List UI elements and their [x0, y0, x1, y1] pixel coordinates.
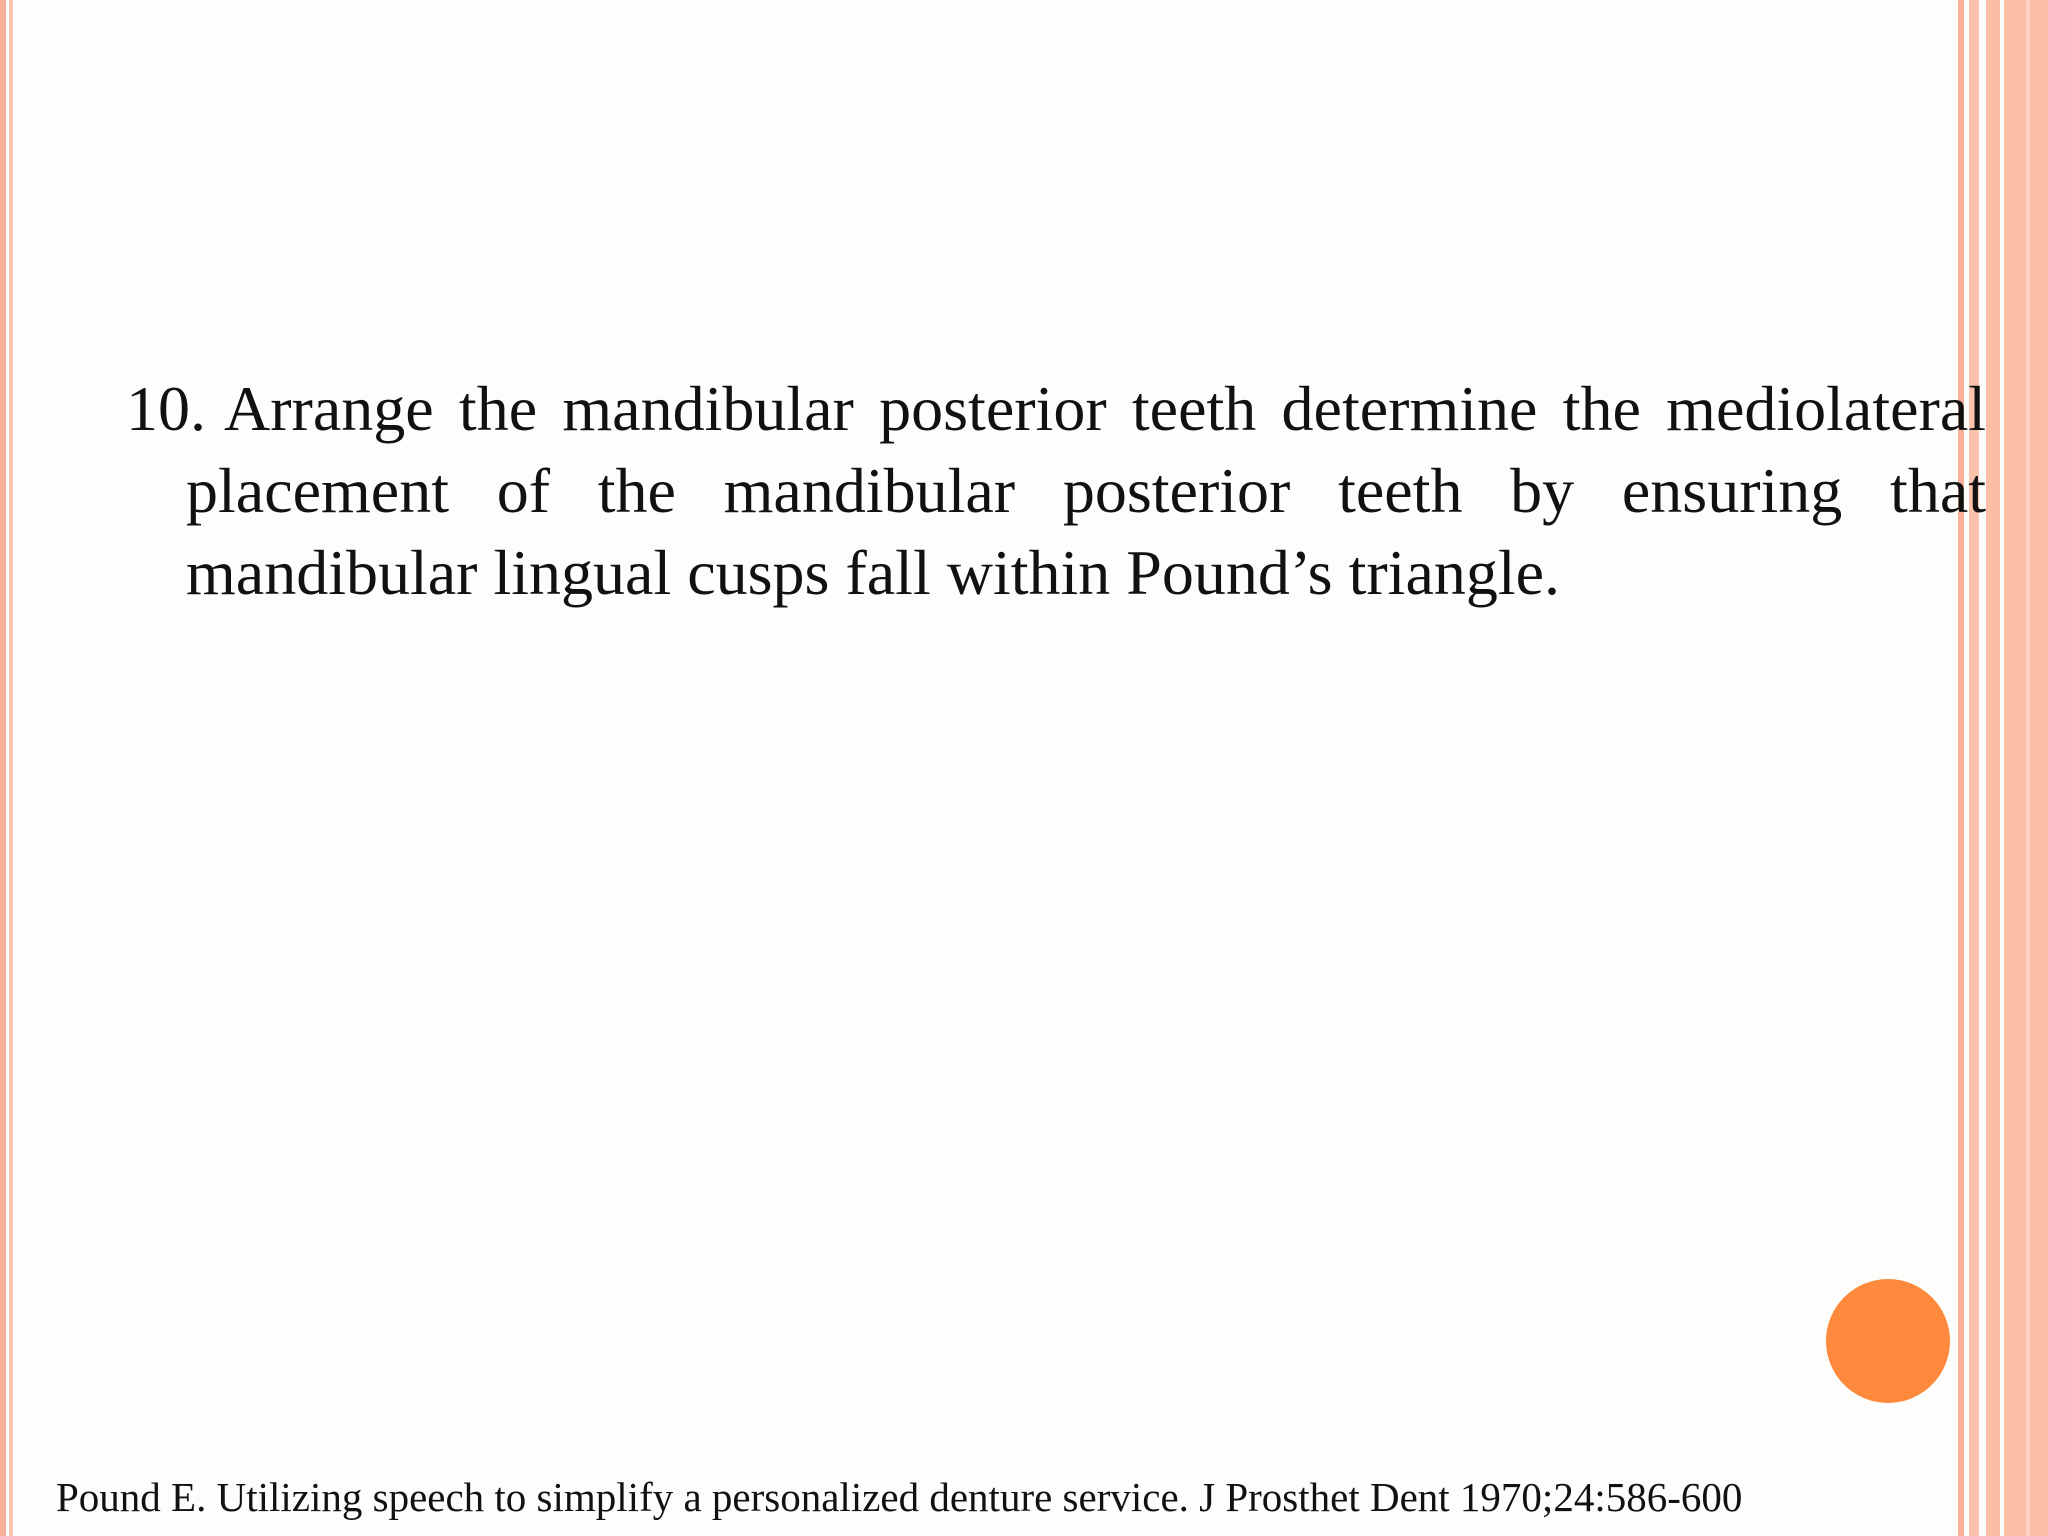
- left-border-stripe: [0, 0, 6, 1536]
- left-border-stripe-inner: [9, 0, 13, 1536]
- slide-body-text: [126, 368, 1986, 614]
- right-border-stripe: [1969, 0, 1979, 1536]
- right-border-stripe-inner: [1958, 0, 1964, 1536]
- right-border-stripe: [1986, 0, 2000, 1536]
- reference-citation: Pound E. Utilizing speech to simplify a personalized denture service. J Prosthet Dent 1970;24:586-600: [56, 1474, 1743, 1520]
- orange-circle-decoration: [1826, 1279, 1950, 1403]
- body-paragraph: Arrange the mandibular posterior teeth determine the mediolateral placement of the mandibular posterior teeth by ensuring that mandibular lingual cusps fall within Pound’s triangle.: [186, 373, 1986, 608]
- item-number: 10.: [126, 373, 206, 444]
- right-border-stripe-highlight: [2026, 0, 2030, 1536]
